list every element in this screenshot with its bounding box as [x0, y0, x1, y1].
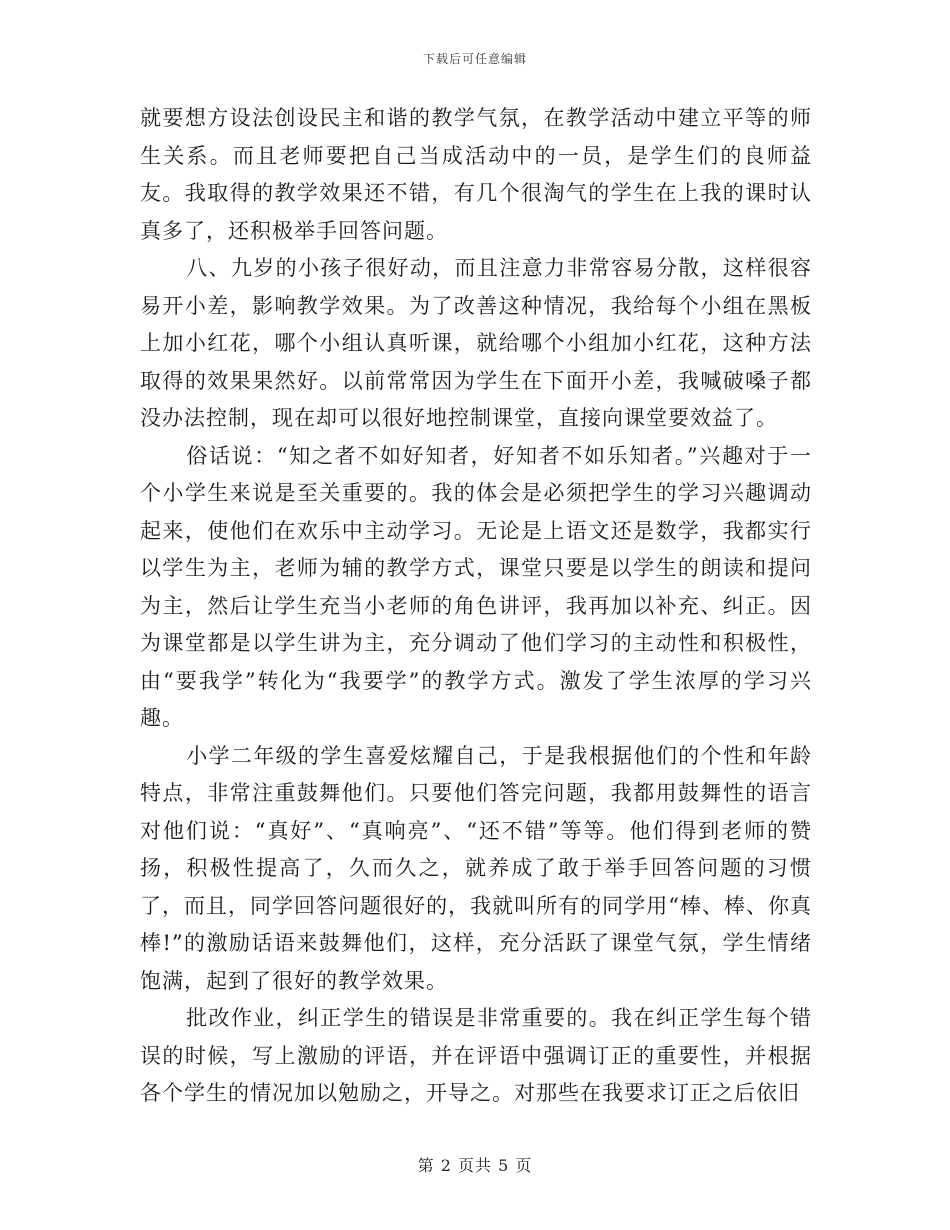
paragraph-1: 就要想方设法创设民主和谐的教学气氛，在教学活动中建立平等的师生关系。而且老师要把自己当成活动中的一员，是学生们的良师益友。我取得的教学效果还不错，有几个很淘气的学生在上我的课时认真多了，还积极举手回答问题。	[140, 106, 812, 243]
paragraph-2: 八、九岁的小孩子很好动，而且注意力非常容易分散，这样很容易开小差，影响教学效果。为了改善这种情况，我给每个小组在黑板上加小红花，哪个小组认真听课，就给哪个小组加小红花，这种方法取得的效果果然好。以前常常因为学生在下面开小差，我喊破嗓子都没办法控制，现在却可以很好地控制课堂，直接向课堂要效益了。	[140, 256, 812, 430]
paragraph-5: 批改作业，纠正学生的错误是非常重要的。我在纠正学生每个错误的时候，写上激励的评语，并在评语中强调订正的重要性，并根据各个学生的情况加以勉励之，开导之。对那些在我要求订正之后依旧	[140, 1006, 812, 1105]
page-number-footer: 第 2 页共 5 页	[417, 1156, 533, 1175]
page-header: 下载后可任意编辑	[422, 52, 527, 66]
paragraph-4: 小学二年级的学生喜爱炫耀自己，于是我根据他们的个性和年龄特点，非常注重鼓舞他们。只要他们答完问题，我都用鼓舞性的语言对他们说：“真好”、“真响亮”、“还不错”等等。他们得到老师的赞扬，积极性提高了，久而久之，就养成了敢于举手回答问题的习惯了，而且，同学回答问题很好的，我就叫所有的同学用“棒、棒、你真棒!”的激励话语来鼓舞他们，这样，充分活跃了课堂气氛，学生情绪饱满，起到了很好的教学效果。	[140, 743, 812, 993]
paragraph-3: 俗话说：“知之者不如好知者，好知者不如乐知者。”兴趣对于一个小学生来说是至关重要的。我的体会是必须把学生的学习兴趣调动起来，使他们在欢乐中主动学习。无论是上语文还是数学，我都实行以学生为主，老师为辅的教学方式，课堂只要是以学生的朗读和提问为主，然后让学生充当小老师的角色讲评，我再加以补充、纠正。因为课堂都是以学生讲为主，充分调动了他们学习的主动性和积极性，由“要我学”转化为“我要学”的教学方式。激发了学生浓厚的学习兴趣。	[140, 443, 812, 730]
document-body	[140, 100, 812, 1113]
